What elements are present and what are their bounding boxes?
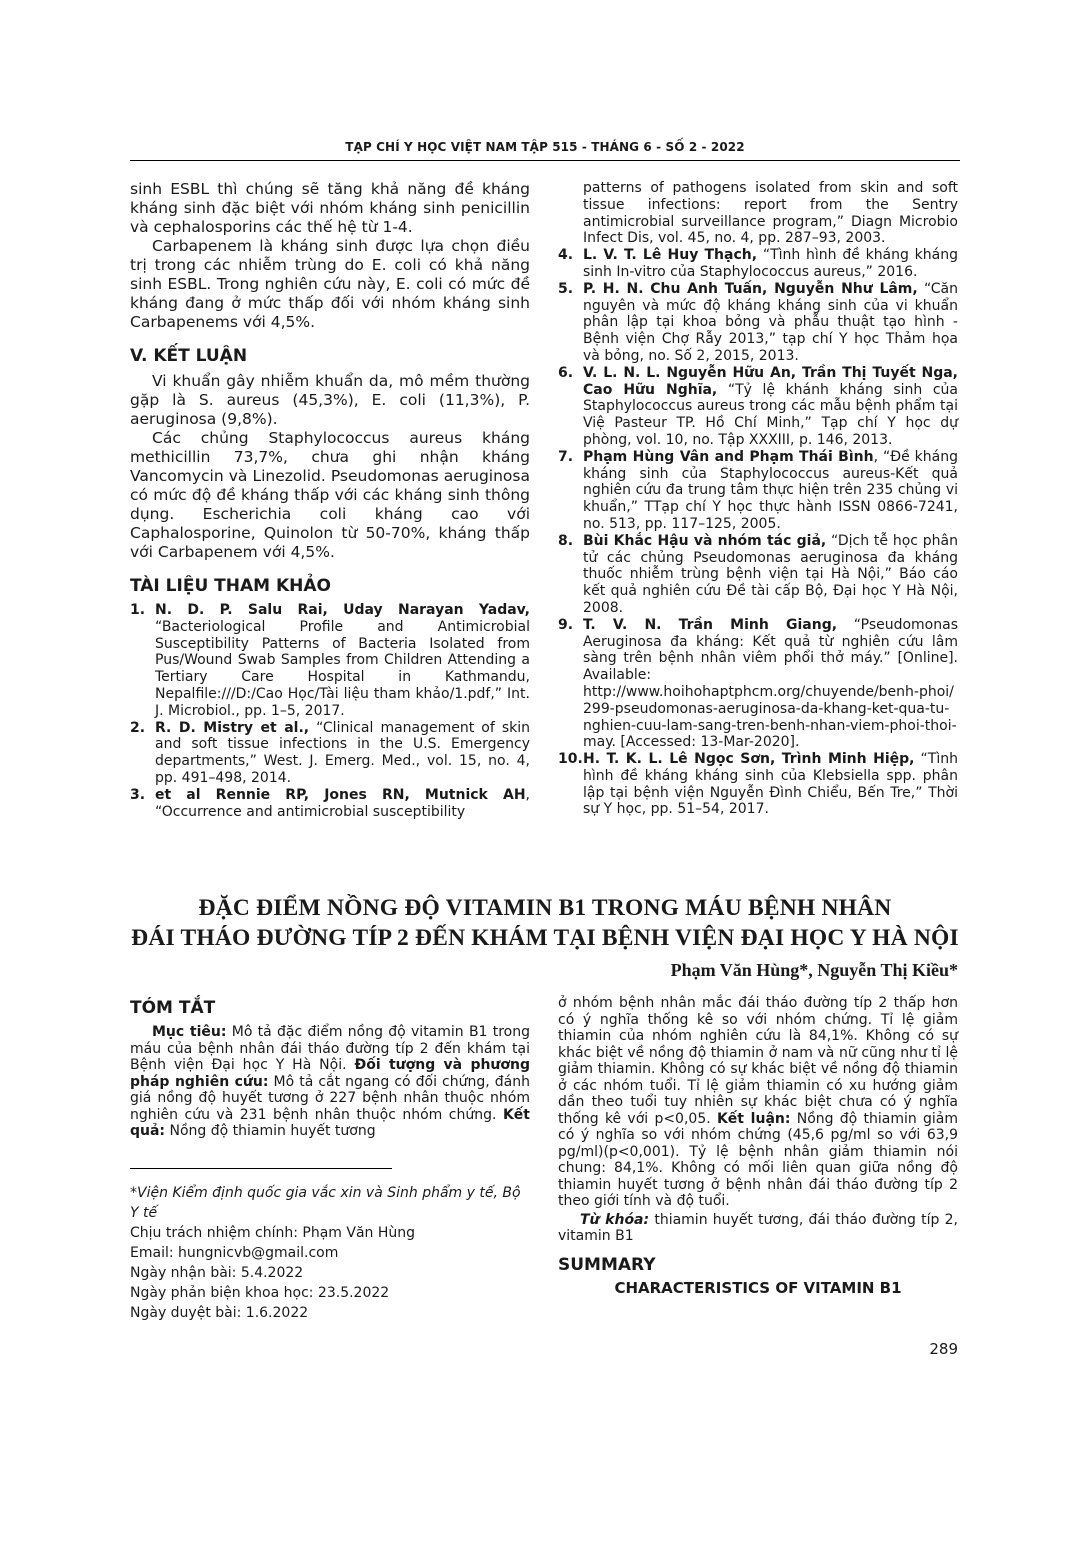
reference-item (130, 602, 530, 720)
reference-authors: Phạm Hùng Vân and Phạm Thái Bình (583, 448, 874, 465)
reference-number: 9. (558, 616, 574, 633)
reference-number: 1. (130, 602, 146, 618)
abstract-results-text: ở nhóm bệnh nhân mắc đái tháo đường típ 2 thấp hơn có ý nghĩa thống kê so với nhóm chứng. Tỉ lệ giảm thiamin của nhóm nghiên cứu là 84,1%. Không có sự khác biệt về nồng độ thiamin ở nam và nữ cũng như tỉ lệ giảm thiamin. Không có sự khác biệt về nồng độ thiamin ở các nhóm tuổi. Tỉ lệ giảm thiamin có xu hướng giảm dần theo tuổi tuy nhiên sự khác biệt chưa có ý nghĩa thống kê với p<0,05. (558, 995, 958, 1127)
reference-text: “Căn nguyên và mức độ kháng kháng sinh của vi khuẩn phân lập tại khoa bỏng và phẫu thuật tạo hình - Bệnh viện Chợ Rẫy 2013,” tạp chí Y học Thảm họa và bỏng, no. Số 2, 2015, 2013. (583, 280, 958, 364)
reference-text: “Bacteriological Profile and Antimicrobial Susceptibility Patterns of Bacteria Isolated from Pus/Wound Swab Samples from Children Attending a Tertiary Care Hospital in Kathmandu, Nepalfile:///D:/Cao Học/Tài liệu tham khảo/1.pdf,” Int. J. Microbiol., pp. 1–5, 2017. (155, 618, 530, 719)
footnotes (130, 1183, 530, 1323)
summary-heading: SUMMARY (558, 1254, 656, 1275)
footnote-affiliation: *Viện Kiểm định quốc gia vắc xin và Sinh phẩm y tế, Bộ Y tế (130, 1185, 521, 1221)
discussion-paragraph-1: sinh ESBL thì chúng sẽ tăng khả năng đề kháng kháng sinh đặc biệt với nhóm kháng sinh penicillin và cephalosporins các thế hệ từ 1-4. (130, 180, 530, 236)
reference-text: , “Occurrence and antimicrobial susceptibility (155, 786, 530, 820)
article-title-line-1: ĐẶC ĐIỂM NỒNG ĐỘ VITAMIN B1 TRONG MÁU BỆNH NHÂN (198, 895, 892, 921)
reference-item (558, 751, 958, 818)
references-heading: TÀI LIỆU THAM KHẢO (130, 576, 331, 596)
reference-authors: V. L. N. L. Nguyễn Hữu An, Trần Thị Tuyết Nga, Cao Hữu Nghĩa, (583, 364, 958, 398)
reference-text: “Pseudomonas Aeruginosa đa kháng: Kết quả từ nghiên cứu lâm sàng trên bệnh nhân viêm phổi thở máy.” [Online]. Available: (583, 616, 958, 684)
reference-authors: N. D. P. Salu Rai, Uday Narayan Yadav, (155, 602, 530, 618)
reference-text: , “Đề kháng kháng sinh của Staphylococcus aureus-Kết quả nghiên cứu đa trung tâm thực hiện trên 235 chủng vi khuẩn,” TTạp chí Y học thực hành ISSN 0866-7241, no. 513, pp. 117–125, 2005. (583, 448, 958, 532)
footnote-rule (130, 1168, 392, 1169)
prev-article-left-column (130, 180, 530, 820)
abstract-methods-label: Đối tượng và phương pháp nghiên cứu: (130, 1057, 531, 1090)
abstract-results-continued (558, 995, 958, 1210)
prev-article-right-column (558, 180, 958, 818)
reference-authors: T. V. N. Trần Minh Giang, (583, 616, 838, 633)
reference-authors: P. H. N. Chu Anh Tuấn, Nguyễn Như Lâm, (583, 280, 918, 297)
abstract-objective-label: Mục tiêu: (152, 1024, 227, 1040)
abstract-conclusion: Nồng độ thiamin giảm có ý nghĩa so với nhóm chứng (45,6 pg/ml so với 63,9 pg/ml)(p<0,001). Tỷ lệ bệnh nhân giảm thiamin nói chung: 84,1%. Không có mối liên quan giữa nồng độ thiamin huyết tương ở bệnh nhân đái tháo đường típ 2 theo giới tính và độ tuổi. (558, 1110, 958, 1209)
conclusion-heading: V. KẾT LUẬN (130, 346, 248, 366)
reference-authors: et al Rennie RP, Jones RN, Mutnick AH (155, 786, 526, 803)
keywords-label: Từ khóa: (580, 1211, 650, 1228)
reference-authors: R. D. Mistry et al., (155, 719, 310, 736)
conclusion-paragraph-2: Các chủng Staphylococcus aureus kháng methicillin 73,7%, chưa ghi nhận kháng Vancomycin và Linezolid. Pseudomonas aeruginosa có mức độ đề kháng thấp với các kháng sinh thông dụng. Escherichia coli kháng cao với Caphalosporine, Quinolon từ 50-70%, kháng thấp với Carbapenem với 4,5%. (130, 429, 530, 561)
abstract-results-label: Kết quả: (130, 1106, 530, 1139)
footnote-responsible-author: Chịu trách nhiệm chính: Phạm Văn Hùng (130, 1225, 416, 1241)
footnote-email: Email: hungnicvb@gmail.com (130, 1245, 339, 1261)
reference-number: 5. (558, 280, 574, 297)
abstract-results: Nồng độ thiamin huyết tương (165, 1123, 376, 1139)
reference-text: “Tỷ lệ khánh kháng sinh của Staphylococcus aureus trong các mẫu bệnh phẩm tại Việ Pasteur TP. Hồ Chí Minh,” Tạp chí Y học dự phòng, vol. 10, no. Tập XXXIII, p. 146, 2013. (583, 381, 959, 448)
abstract-conclusion-label: Kết luận: (716, 1110, 791, 1127)
footnote-accepted-date: Ngày duyệt bài: 1.6.2022 (130, 1305, 309, 1321)
reference-number: 8. (558, 532, 574, 549)
reference-number: 2. (130, 719, 146, 736)
reference-item (130, 787, 530, 821)
reference-item (558, 247, 958, 281)
reference-item (558, 617, 958, 751)
reference-number: 7. (558, 448, 574, 465)
journal-header: TẠP CHÍ Y HỌC VIỆT NAM TẬP 515 - THÁNG 6 - SỐ 2 - 2022 (345, 140, 745, 154)
abstract-methods: Mô tả cắt ngang có đối chứng, đánh giá nồng độ huyết tương ở 227 bệnh nhân thuộc nhóm nghiên cứu và 231 bệnh nhân thuộc nhóm chứng. (130, 1073, 530, 1123)
reference-3-continued: patterns of pathogens isolated from skin and soft tissue infections: report from the Sentry antimicrobial surveillance program,” Diagn Microbio Infect Dis, vol. 45, no. 4, pp. 287–93, 2003. (583, 180, 958, 247)
abstract-paragraph (130, 1024, 530, 1140)
reference-number: 3. (130, 786, 146, 803)
conclusion-paragraph-1: Vi khuẩn gây nhiễm khuẩn da, mô mềm thường gặp là S. aureus (45,3%), E. coli (11,3%), P. aeruginosa (9,8%). (130, 372, 530, 428)
reference-item (558, 449, 958, 533)
reference-item (130, 720, 530, 787)
abstract-left-column (130, 998, 530, 1140)
footnote-review-date: Ngày phản biện khoa học: 23.5.2022 (130, 1285, 390, 1301)
keywords-text: thiamin huyết tương, đái tháo đường típ 2, vitamin B1 (558, 1211, 958, 1244)
reference-item (558, 365, 958, 449)
footnote-received-date: Ngày nhận bài: 5.4.2022 (130, 1265, 304, 1281)
reference-item (558, 281, 958, 365)
reference-authors: Bùi Khắc Hậu và nhóm tác giả, (583, 532, 827, 549)
reference-text: “Tình hình đề kháng kháng sinh của Klebsiella spp. phân lập tại bệnh viện Nguyễn Đình Chiểu, Bến Tre,” Thời sự Y học, pp. 51–54, 2017. (583, 751, 958, 818)
discussion-paragraph-2: Carbapenem là kháng sinh được lựa chọn điều trị trong các nhiễm trùng do E. coli có khả năng sinh ESBL. Trong nghiên cứu này, E. coli có mức đề kháng đang ở mức thấp đối với nhóm kháng sinh Carbapenems với 4,5%. (130, 237, 530, 331)
reference-number: 10. (558, 751, 583, 768)
article-authors: Phạm Văn Hùng*, Nguyễn Thị Kiều* (670, 960, 958, 980)
reference-number: 6. (558, 364, 574, 381)
reference-number: 4. (558, 247, 574, 264)
abstract-objective: Mô tả đặc điểm nồng độ vitamin B1 trong máu của bệnh nhân đái tháo đường típ 2 đến khám tại Bệnh viện Đại học Y Hà Nội. (130, 1024, 531, 1073)
header-rule (130, 160, 960, 161)
page-number: 289 (929, 1340, 958, 1358)
article-title (130, 893, 960, 953)
reference-authors: H. T. K. L. Lê Ngọc Sơn, Trình Minh Hiệp, (583, 751, 915, 768)
reference-text: “Tình hình đề kháng kháng sinh In-vitro của Staphylococcus aureus,” 2016. (583, 247, 958, 280)
keywords (558, 1212, 958, 1245)
summary-title: CHARACTERISTICS OF VITAMIN B1 (614, 1278, 902, 1297)
reference-authors: L. V. T. Lê Huy Thạch, (583, 247, 758, 264)
reference-text: “Clinical management of skin and soft tissue infections in the U.S. Emergency departments,” West. J. Emerg. Med., vol. 15, no. 4, pp. 491–498, 2014. (155, 719, 531, 786)
abstract-right-column (558, 995, 958, 1297)
reference-accessed: [Accessed: 13-Mar-2020]. (615, 734, 800, 751)
reference-url[interactable]: http://www.hoihohaptphcm.org/chuyende/benh-phoi/299-pseudomonas-aeruginosa-da-khang-ket-qua-tu-nghien-cuu-lam-sang-tren-benh-nhan-viem-phoi-thoi-may. (583, 683, 957, 751)
references-list-right (558, 247, 958, 818)
abstract-heading: TÓM TẮT (130, 998, 216, 1018)
references-list-left (130, 602, 530, 820)
reference-text: “Dịch tễ học phân tử các chủng Pseudomonas aeruginosa đa kháng thuốc nhiễm trùng bệnh viện tại Hà Nội,” Báo cáo kết quả nghiên cứu Đề tài cấp Bộ, Đại học Y Hà Nội, 2008. (583, 532, 958, 616)
article-title-line-2: ĐÁI THÁO ĐƯỜNG TÍP 2 ĐẾN KHÁM TẠI BỆNH VIỆN ĐẠI HỌC Y HÀ NỘI (131, 925, 959, 951)
reference-item (558, 533, 958, 617)
